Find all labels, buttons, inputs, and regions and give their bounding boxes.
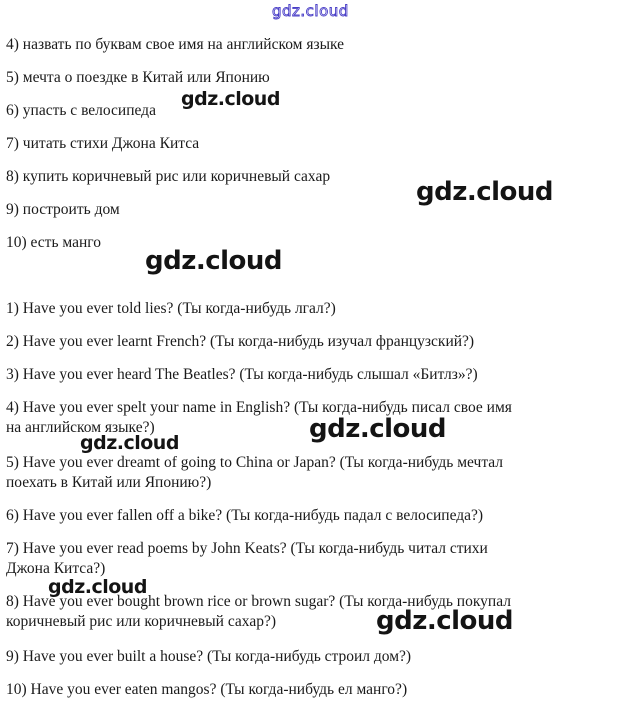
watermark: gdz.cloud (80, 432, 179, 454)
watermark: gdz.cloud (48, 576, 147, 598)
watermark: gdz.cloud (181, 88, 280, 110)
list-item: 8) купить коричневый рис или коричневый сахар (6, 168, 331, 185)
list-item: 4) назвать по буквам свое имя на английском языке (6, 36, 345, 53)
answer-line: 3) Have you ever heard The Beatles? (Ты когда-нибудь слышал «Битлз»?) (6, 366, 478, 383)
answer-line: на английском языке?) (6, 419, 155, 436)
answer-line: 7) Have you ever read poems by John Keats? (Ты когда-нибудь читал стихи (6, 540, 488, 557)
answer-line: коричневый рис или коричневый сахар?) (6, 613, 276, 630)
answer-line: 10) Have you ever eaten mangos? (Ты когда-нибудь ел манго?) (6, 681, 408, 698)
list-item: 6) упасть с велосипеда (6, 102, 156, 119)
list-item: 5) мечта о поездке в Китай или Японию (6, 69, 270, 86)
answer-line: 6) Have you ever fallen off a bike? (Ты когда-нибудь падал с велосипеда?) (6, 507, 484, 524)
answer-line: поехать в Китай или Японию?) (6, 474, 212, 491)
answer-line: 8) Have you ever bought brown rice or brown sugar? (Ты когда-нибудь покупал (6, 593, 511, 610)
list-item: 10) есть манго (6, 234, 101, 251)
answer-line: 1) Have you ever told lies? (Ты когда-нибудь лгал?) (6, 300, 336, 317)
site-watermark-top: gdz.cloud (272, 2, 349, 20)
answer-line: Джона Китса?) (6, 560, 106, 577)
watermark: gdz.cloud (309, 414, 447, 444)
watermark: gdz.cloud (376, 606, 514, 636)
answer-line: 5) Have you ever dreamt of going to China or Japan? (Ты когда-нибудь мечтал (6, 454, 504, 471)
watermark: gdz.cloud (416, 177, 554, 207)
answer-line: 9) Have you ever built a house? (Ты когда-нибудь строил дом?) (6, 648, 412, 665)
list-item: 7) читать стихи Джона Китса (6, 135, 200, 152)
answer-line: 4) Have you ever spelt your name in English? (Ты когда-нибудь писал свое имя (6, 399, 512, 416)
watermark: gdz.cloud (145, 246, 283, 276)
answer-line: 2) Have you ever learnt French? (Ты когда-нибудь изучал французский?) (6, 333, 475, 350)
list-item: 9) построить дом (6, 201, 120, 218)
